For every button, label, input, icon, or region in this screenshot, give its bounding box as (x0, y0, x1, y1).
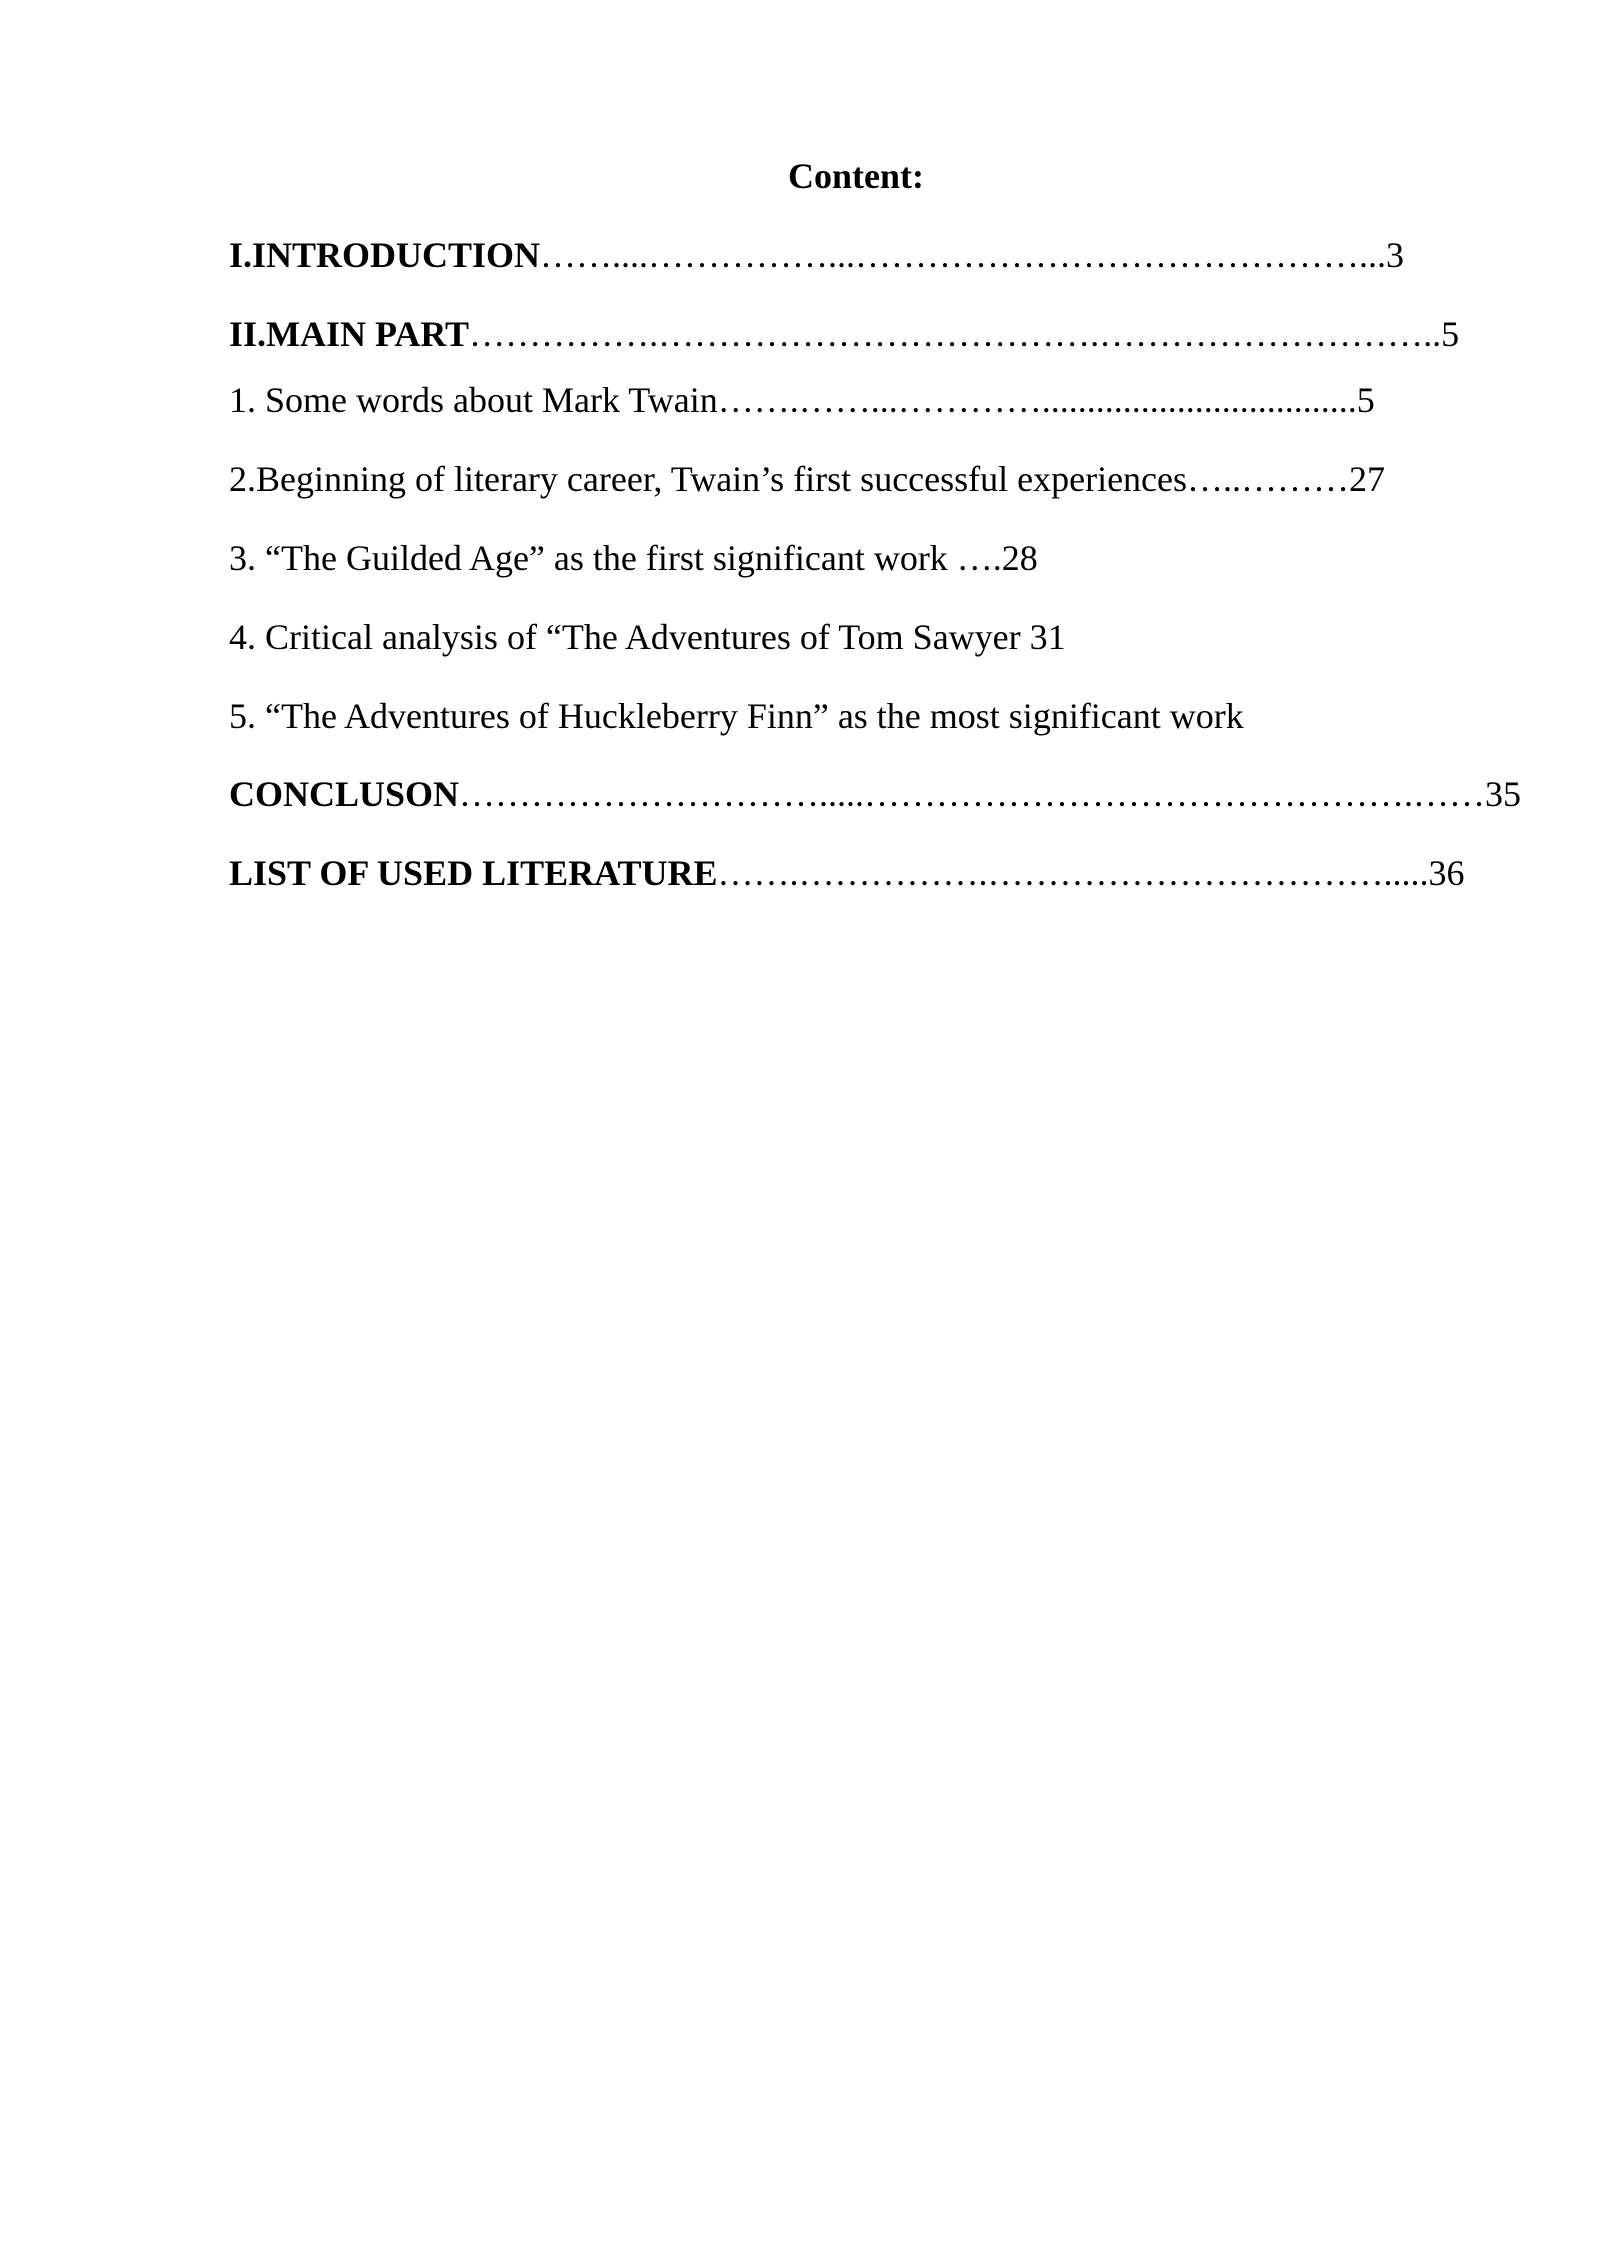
toc-entry-huckleberry-finn: 5. “The Adventures of Huckleberry Finn” as the most significant work (229, 696, 1244, 736)
toc-entry-main-part (229, 310, 1459, 358)
toc-entry-label: CONCLUSON (229, 774, 460, 814)
toc-entry-label: II.MAIN PART (229, 314, 470, 354)
toc-entry-label: I.INTRODUCTION (229, 235, 541, 275)
toc-entry-literary-career: 2.Beginning of literary career, Twain’s first successful experiences…..………27 (229, 459, 1386, 499)
toc-title: Content: (788, 156, 924, 196)
toc-entry-guilded-age: 3. “The Guilded Age” as the first significant work ….28 (229, 538, 1038, 578)
toc-entry-leader: ……....……………...……………………………………...3 (540, 235, 1405, 275)
toc-entry-conclusion (229, 770, 1521, 818)
toc-entry-introduction (229, 231, 1404, 279)
toc-entry-mark-twain: 1. Some words about Mark Twain…….……...…………...................................5 (229, 380, 1375, 420)
toc-entry-leader: ………………………….....……………………………………….……35 (459, 774, 1522, 814)
toc-entry-leader: …….…………….…………………………….....36 (717, 853, 1465, 893)
toc-entry-leader: …………….……………………………….………………………..5 (469, 314, 1460, 354)
toc-entry-literature (229, 849, 1464, 897)
toc-entry-tom-sawyer: 4. Critical analysis of “The Adventures of Tom Sawyer 31 (229, 617, 1066, 657)
toc-entry-label: LIST OF USED LITERATURE (229, 853, 718, 893)
